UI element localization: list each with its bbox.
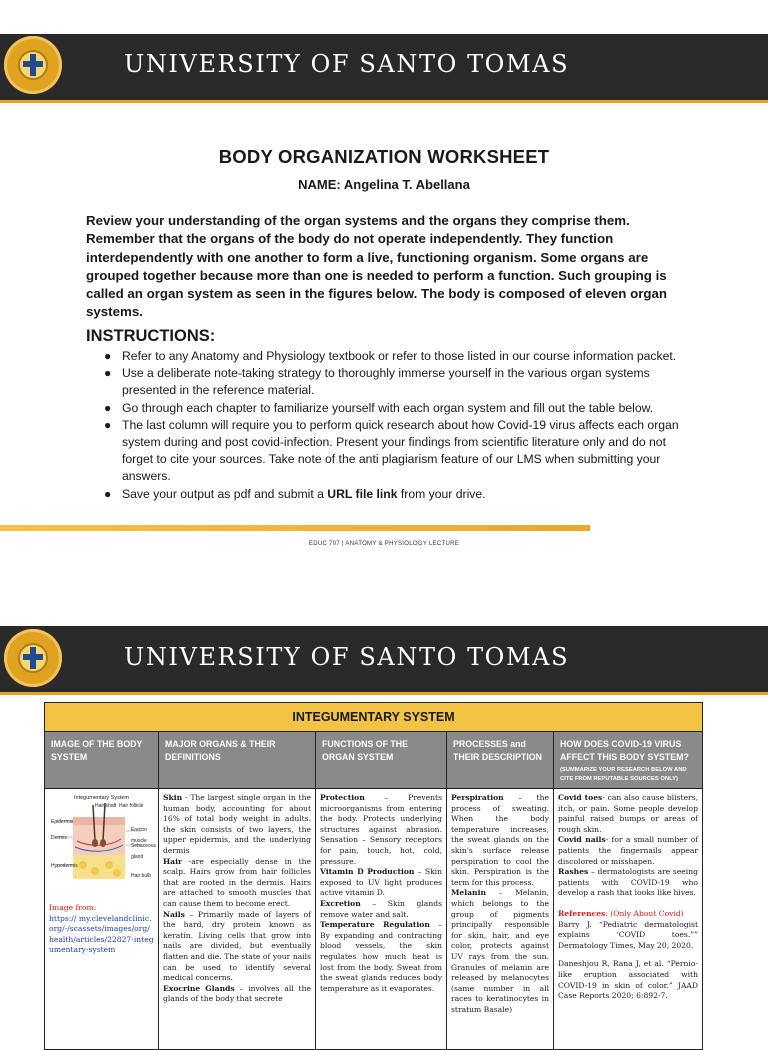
intro-paragraph: Review your understanding of the organ systems and the organs they comprise them. Remember that the organs of the body do not operate independently. They function interdependently with one another to form a live, functioning organism. Some organs are grouped together because more than one is needed to perform a function. Such grouping is called an organ system as seen in the figures below. The body is composed of eleven organ systems. [86, 213, 668, 320]
image-cell [45, 789, 159, 1049]
function-entry: Temperature Regulation – By expanding and contracting blood vessels, the skin regulates how much heat is lost from the body. Sweat from the sweat glands reduces body temperature as it evaporates. [320, 920, 442, 993]
organ-entry: Exocrine Glands – involves all the glands of the body that secrete [163, 983, 311, 1004]
table-header-row [45, 732, 702, 789]
instructions-heading: INSTRUCTIONS: [86, 327, 216, 345]
references-heading: References: (Only About Covid) [558, 908, 684, 918]
header-rule-2 [0, 692, 768, 695]
header-cell: PROCESSES and THEIR DESCRIPTION [447, 732, 554, 788]
function-entry: Excretion – Skin glands remove water and salt. [320, 898, 442, 919]
table-row [45, 789, 702, 1049]
header-cell: HOW DOES COVID-19 VIRUS AFFECT THIS BODY SYSTEM? (SUMMARIZE YOUR RESEARCH BELOW AND CITE FROM REPUTABLE SOURCES ONLY) [554, 732, 702, 788]
processes-cell [447, 789, 554, 1049]
page-footer: EDUC 707 | ANATOMY & PHYSIOLOGY LECTURE [308, 541, 460, 547]
instructions-list [86, 348, 700, 503]
function-entry: Protection – Prevents microorganisms from entering the body. Protects underlying structures against abrasion. Sensation – Sensory receptors for pain, touch, hot, cold, pressure. [320, 793, 442, 866]
header-cell: FUNCTIONS OF THE ORGAN SYSTEM [316, 732, 447, 788]
organ-entry: Nails – Primarily made of layers of the hard, dry protein known as keratin. Living cells that grow into nails are divided, but eventually flatten and die. The state of your nails can be used to identify several medical concerns. [163, 909, 311, 983]
organs-cell [159, 789, 316, 1049]
covid-cell [554, 789, 702, 1049]
student-name: NAME: Angelina T. Abellana [298, 177, 470, 192]
url-file-link: URL file link [327, 486, 398, 501]
covid-entry: Covid toes- can also cause blisters, itch, or pain. Some people develop painful raised bumps or areas of rough skin. [558, 793, 698, 834]
list-item: ● The last column will require you to perform quick research about how Covid-19 virus affects each organ system during and post covid-infection. Present your findings from scientific literature only and do not forget to cite your sources. Take note of the anti plagiarism feature of our LMS when submitting your answers. [104, 417, 679, 484]
organ-entry: Skin - The largest single organ in the human body, accounting for about 16% of total body weight in adults. the skin consists of two layers, the upper epidermis, and the underlying dermis [163, 793, 311, 855]
skin-diagram: Integumentary System Hair shaft Hair follicle Epidermis Dermis Erector muscle Sebaceous gland Hypodermis Hair bulb [51, 795, 157, 879]
list-item: ● Go through each chapter to familiarize yourself with each organ system and fill out the table below. [104, 400, 654, 415]
university-name: UNIVERSITY OF SANTO TOMAS [124, 50, 570, 78]
header-cell: IMAGE OF THE BODY SYSTEM [45, 732, 159, 788]
covid-entry: Covid nails- for a small number of patients the fingernails appear discolored or misshapen. [558, 835, 698, 866]
table-title: INTEGUMENTARY SYSTEM [45, 703, 702, 732]
image-source-label: Image from: [49, 903, 97, 912]
reference-entry: Barry J. “Pediatric dermatologist explains ‘COVID toes.”” Dermatology Times, May 20, 2020. [558, 919, 698, 950]
header-rule [0, 100, 768, 103]
process-entry: Melanin – Melanin, which belongs to the group of pigments principally responsible for skin, hair, and eye color, protects against UV rays from the sun. Granules of melanin are released by melanocytes (same number in all races to keratinocytes in stratum Basale) [451, 888, 549, 1014]
list-item: ● Use a deliberate note-taking strategy to thoroughly immerse yourself in the various organ systems presented in the reference material. [104, 366, 650, 398]
reference-entry: Daneshjou R, Rana J, et al. “Pernio-like eruption associated with COVID-19 in skin of color.” JAAD Case Reports 2020; 6:892-7. [558, 959, 698, 1001]
university-name-2: UNIVERSITY OF SANTO TOMAS [124, 643, 570, 671]
organ-entry: Hair -are especially dense in the scalp. Hairs grow from hair follicles that are rooted in the dermis. Hairs are attached to smooth muscles that can cause them to become erect. [163, 856, 311, 908]
header-note: (SUMMARIZE YOUR RESEARCH BELOW AND CITE FROM REPUTABLE SOURCES ONLY) [560, 767, 687, 782]
integumentary-table [44, 702, 703, 1050]
image-source-link[interactable]: https:// my.clevelandclinic.org/-/scassets/images/org/health/articles/22827-integumentary-system [49, 913, 154, 955]
function-entry: Vitamin D Production – Skin exposed to UV light produces active vitamin D. [320, 867, 442, 898]
list-item: ● Save your output as pdf and submit a URL file link from your drive. [104, 486, 486, 501]
ust-seal-logo-2 [4, 629, 62, 687]
header-cell: MAJOR ORGANS & THEIR DEFINITIONS [159, 732, 316, 788]
footer-gold-strip [0, 525, 590, 531]
ust-seal-logo [4, 36, 62, 94]
page-title: BODY ORGANIZATION WORKSHEET [218, 146, 550, 167]
process-entry: Perspiration – the process of sweating. When the body temperature increases, the sweat glands on the skin's surface release perspiration to cool the skin. Perspiration is the term for this process. [451, 793, 549, 887]
functions-cell [316, 789, 447, 1049]
list-item: ● Refer to any Anatomy and Physiology textbook or refer to those listed in our course information packet. [104, 349, 677, 363]
covid-entry: Rashes – dermatologists are seeing patients with COVID-19 who develop a rash that looks like hives. [558, 867, 698, 898]
